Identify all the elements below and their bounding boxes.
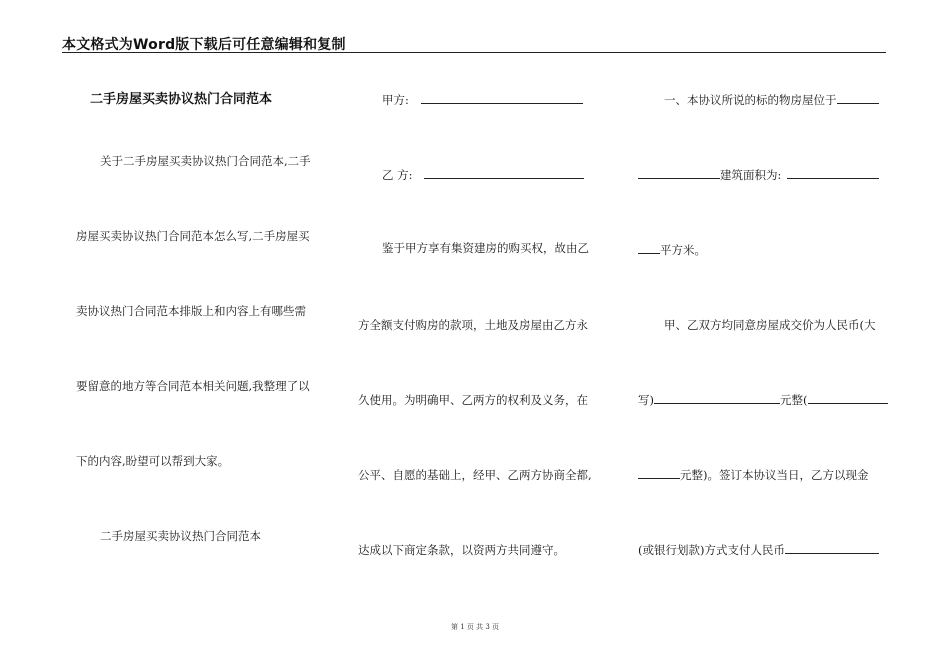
clause-text: 建筑面积为: (720, 168, 782, 182)
party-b-line (382, 167, 584, 183)
clause-text: (或银行划款)方式支付人民币 (638, 543, 785, 557)
paragraph-line: 要留意的地方等合同范本相关问题,我整理了以 (76, 379, 310, 393)
clause-text: 元整)。签订本协议当日，乙方以现金 (680, 468, 869, 482)
price-digits-blank-cont (638, 467, 680, 479)
page-number: 第 1 页 共 3 页 (450, 623, 500, 631)
clause-line (638, 392, 888, 408)
clause-line (664, 92, 879, 108)
paragraph-line: 鉴于甲方享有集资建房的购买权，故由乙 (382, 241, 589, 255)
party-a-blank (421, 92, 583, 104)
clause-text: 一、本协议所说的标的物房屋位于 (664, 93, 837, 107)
area-blank (787, 167, 879, 179)
clause-text: 元整( (780, 393, 808, 407)
clause-text: 写) (638, 393, 654, 407)
price-digits-blank (808, 392, 888, 404)
clause-line: 甲、乙双方均同意房屋成交价为人民币(大 (664, 318, 876, 332)
document-title: 二手房屋买卖协议热门合同范本 (90, 92, 273, 107)
paragraph-line: 下的内容,盼望可以帮到大家。 (76, 454, 230, 468)
party-b-label: 乙 方: (382, 168, 413, 182)
party-b-blank (424, 167, 584, 179)
location-blank (837, 92, 879, 104)
clause-line (638, 467, 869, 483)
paragraph-line: 关于二手房屋买卖协议热门合同范本,二手 (100, 154, 311, 168)
paragraph-line: 达成以下商定条款，以资两方共同遵守。 (358, 543, 565, 557)
clause-line (638, 542, 879, 558)
paragraph-line: 方全额支付购房的款项，土地及房屋由乙方永 (358, 318, 588, 332)
clause-line (638, 242, 706, 258)
payment-blank (785, 542, 879, 554)
section-heading: 二手房屋买卖协议热门合同范本 (100, 529, 261, 543)
paragraph-line: 卖协议热门合同范本排版上和内容上有哪些需 (76, 304, 306, 318)
header-divider (62, 52, 886, 53)
clause-text: 平方米。 (660, 243, 706, 257)
header-title: 本文格式为Word版下载后可任意编辑和复制 (62, 37, 346, 53)
location-blank-cont (638, 167, 720, 179)
area-value-blank (638, 242, 660, 254)
clause-line (638, 167, 879, 183)
paragraph-line: 久使用。为明确甲、乙两方的权利及义务，在 (358, 393, 588, 407)
price-words-blank (654, 392, 780, 404)
paragraph-line: 房屋买卖协议热门合同范本怎么写,二手房屋买 (76, 229, 310, 243)
party-a-line (382, 92, 583, 108)
paragraph-line: 公平、自愿的基础上，经甲、乙两方协商全都, (358, 468, 592, 482)
party-a-label: 甲方: (382, 93, 409, 107)
